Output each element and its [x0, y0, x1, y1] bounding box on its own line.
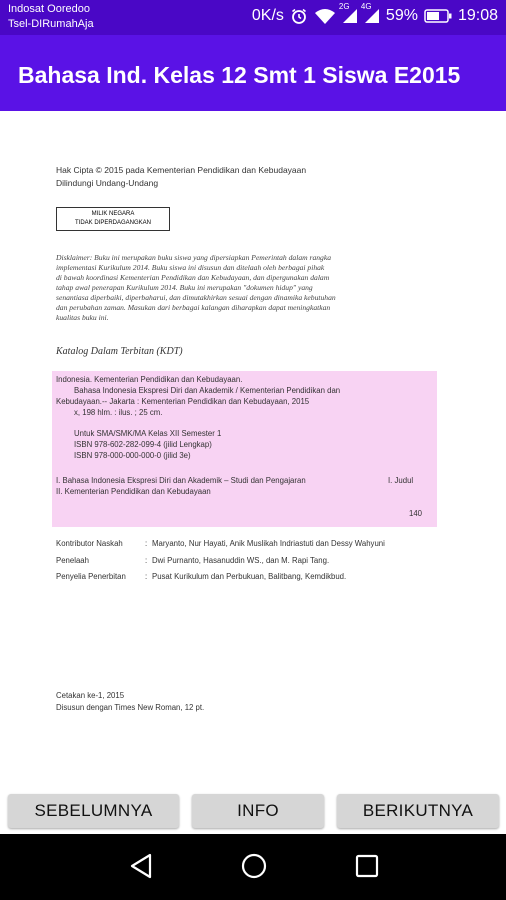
credit-separator: : — [145, 572, 148, 581]
recent-apps-icon[interactable] — [354, 852, 380, 885]
protected-line: Dilindungi Undang-Undang — [56, 178, 159, 188]
app-title: Bahasa Ind. Kelas 12 Smt 1 Siswa E2015 — [18, 62, 461, 88]
disclaimer-line: implementasi Kurikulum 2014. Buku siswa ini disusun dan ditelaah oleh berbagai pihak — [56, 263, 325, 272]
kdt-title: Katalog Dalam Terbitan (KDT) — [56, 346, 183, 357]
typeset-line: Disusun dengan Times New Roman, 12 pt. — [56, 703, 205, 712]
status-indicators — [251, 2, 498, 25]
disclaimer-line: dan perubahan zaman. Masukan dari berbagai kalangan diharapkan dapat meningkatkan — [56, 303, 331, 312]
app-bar — [0, 35, 506, 111]
credit-value: Pusat Kurikulum dan Perbukuan, Balitbang, Kemdikbud. — [152, 572, 347, 581]
battery-percent: 59% — [385, 7, 418, 24]
credit-label: Kontributor Naskah — [56, 539, 123, 548]
battery-icon — [424, 9, 452, 23]
credit-separator: : — [145, 539, 148, 548]
credit-value: Dwi Purnanto, Hasanuddin WS., dan M. Rapi Tang. — [152, 556, 330, 565]
kdt-catalog-box — [52, 371, 437, 527]
state-property-stamp — [56, 207, 170, 231]
credit-label: Penyelia Penerbitan — [56, 572, 126, 581]
stamp-line: MILIK NEGARA — [91, 211, 135, 217]
disclaimer-line: senantiasa diperbaiki, diperbaharui, dan dimutakhirkan sesuai dengan dinamika kebutuhan — [56, 293, 336, 302]
kdt-classification-code: 140 — [409, 509, 423, 518]
clock: 19:08 — [457, 7, 498, 24]
stamp-line: TIDAK DIPERDAGANGKAN — [74, 220, 151, 226]
kdt-line: x, 198 hlm. : ilus. ; 25 cm. — [74, 408, 163, 417]
network-type-label: 4G — [360, 2, 372, 11]
credit-value: Maryanto, Nur Hayati, Anik Muslikah Indriastuti dan Dessy Wahyuni — [152, 539, 385, 548]
kdt-line: ISBN 978-000-000-000-0 (jilid 3e) — [74, 451, 191, 460]
network-speed: 0K/s — [251, 7, 284, 24]
copyright-line: Hak Cipta © 2015 pada Kementerian Pendidikan dan Kebudayaan — [56, 165, 307, 175]
status-bar — [0, 0, 506, 35]
previous-button[interactable]: SEBELUMNYA — [8, 794, 179, 828]
kdt-line: I. Judul — [388, 476, 414, 485]
network-type-label: 2G — [338, 2, 350, 11]
system-navigation-bar — [0, 834, 506, 900]
document-page[interactable] — [0, 111, 506, 786]
kdt-line: Bahasa Indonesia Ekspresi Diri dan Akademik / Kementerian Pendidikan dan — [74, 386, 341, 395]
next-button[interactable]: BERIKUTNYA — [337, 794, 499, 828]
kdt-line: Indonesia. Kementerian Pendidikan dan Kebudayaan. — [56, 375, 243, 384]
info-button[interactable]: INFO — [192, 794, 324, 828]
credit-separator: : — [145, 556, 148, 565]
kdt-line: ISBN 978-602-282-099-4 (jilid Lengkap) — [74, 440, 212, 449]
carrier-name: Indosat Ooredoo — [8, 3, 90, 15]
wifi-icon — [314, 7, 336, 25]
kdt-line: Untuk SMA/SMK/MA Kelas XII Semester 1 — [74, 429, 222, 438]
carrier-name-secondary: Tsel-DIRumahAja — [8, 18, 94, 30]
alarm-icon — [290, 7, 308, 25]
home-icon[interactable] — [240, 852, 268, 885]
disclaimer-line: tahap awal penerapan Kurikulum 2014. Buku ini merupakan "dokumen hidup" yang — [56, 283, 313, 292]
kdt-line: II. Kementerian Pendidikan dan Kebudayaan — [56, 487, 211, 496]
disclaimer-line: di bawah koordinasi Kementerian Pendidikan dan Kebudayaan, dan dipergunakan dalam — [56, 273, 330, 282]
kdt-line: I. Bahasa Indonesia Ekspresi Diri dan Akademik – Studi dan Pengajaran — [56, 476, 306, 485]
edition-line: Cetakan ke-1, 2015 — [56, 691, 125, 700]
disclaimer-line: Disklaimer: Buku ini merupakan buku siswa yang dipersiapkan Pemerintah dalam rangka — [56, 253, 332, 262]
kdt-line: Kebudayaan.-- Jakarta : Kementerian Pendidikan dan Kebudayaan, 2015 — [56, 397, 310, 406]
credit-label: Penelaah — [56, 556, 89, 565]
page-navigation-bar — [0, 786, 506, 834]
back-icon[interactable] — [128, 852, 154, 885]
signal-icon — [360, 2, 380, 24]
signal-icon — [338, 2, 358, 24]
disclaimer-line: kualitas buku ini. — [56, 313, 109, 322]
